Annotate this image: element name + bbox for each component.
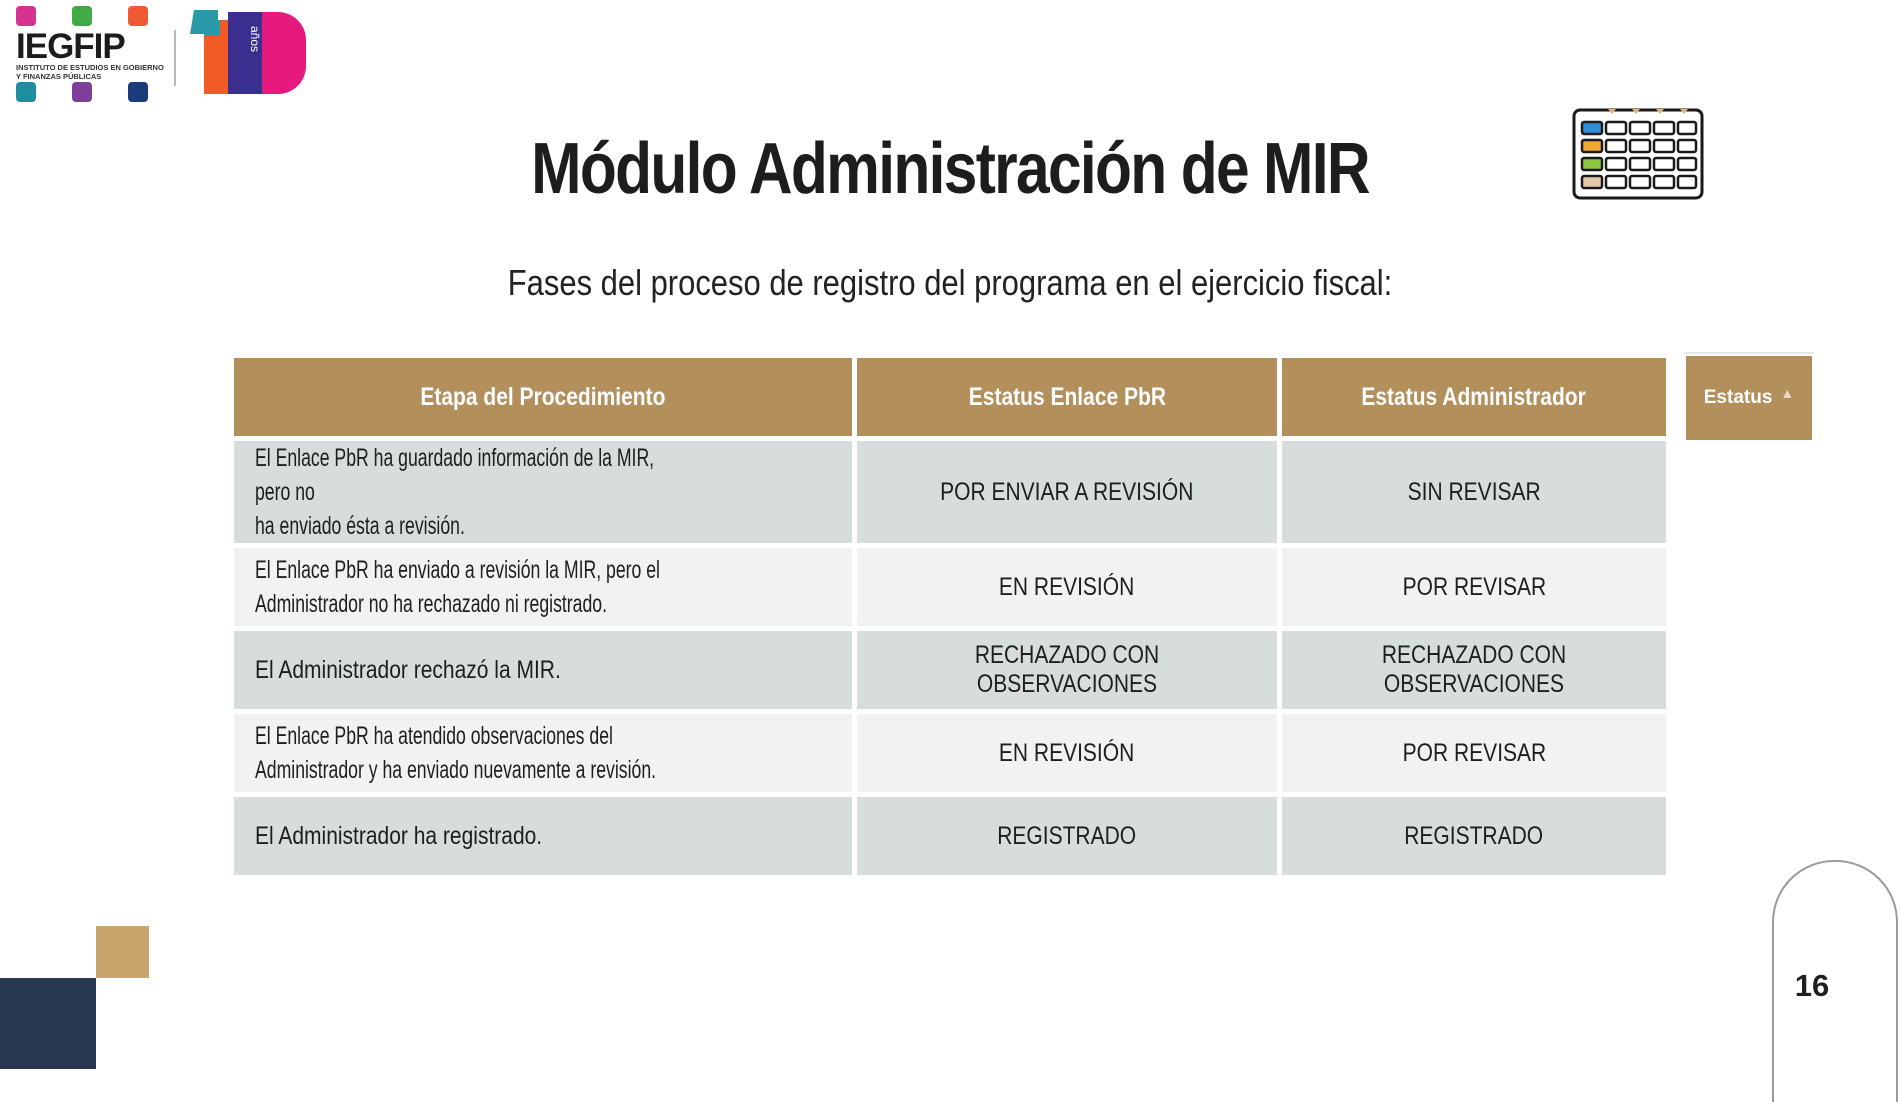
anniversary-badge (178, 10, 308, 94)
enlace-status-cell: EN REVISIÓN (857, 714, 1277, 792)
admin-status-cell: POR REVISAR (1282, 714, 1666, 792)
enlace-status-cell: REGISTRADO (857, 797, 1277, 875)
badge-label: años (248, 26, 262, 53)
admin-status-cell: RECHAZADO CON OBSERVACIONES (1282, 631, 1666, 709)
logo-square (128, 82, 148, 102)
logo-square (72, 82, 92, 102)
page-title: Módulo Administración de MIR (531, 129, 1369, 209)
logo-square (128, 6, 148, 26)
header-etapa: Etapa del Procedimiento (234, 358, 852, 436)
stage-cell: El Enlace PbR ha atendido observaciones del Administrador y ha enviado nuevamente a revisión. (234, 714, 852, 792)
table-row (234, 441, 1666, 543)
sort-ascending-icon: ▲ (1780, 385, 1795, 401)
corner-block-gold (96, 926, 149, 978)
table-row (234, 797, 1666, 875)
sort-label: Estatus (1703, 387, 1773, 408)
page-subtitle: Fases del proceso de registro del programa en el ejercicio fiscal: (507, 262, 1393, 303)
table-header-row (234, 358, 1666, 436)
logo-square (72, 6, 92, 26)
enlace-status-cell: RECHAZADO CON OBSERVACIONES (857, 631, 1277, 709)
logo-square (16, 6, 36, 26)
corner-block-navy (0, 978, 96, 1069)
stage-cell: El Administrador rechazó la MIR. (234, 631, 852, 709)
sort-tab-rule (1684, 352, 1814, 354)
admin-status-cell: POR REVISAR (1282, 548, 1666, 626)
header-estatus-administrador: Estatus Administrador (1282, 358, 1666, 436)
enlace-status-cell: POR ENVIAR A REVISIÓN (857, 441, 1277, 543)
table-row (234, 714, 1666, 792)
admin-status-cell: REGISTRADO (1282, 797, 1666, 875)
stage-cell: El Enlace PbR ha guardado información de la MIR, pero no ha enviado ésta a revisión. (234, 441, 852, 543)
page-number: 16 (1794, 968, 1830, 1003)
table-row (234, 631, 1666, 709)
status-phases-table (229, 353, 1671, 880)
stage-cell: El Administrador ha registrado. (234, 797, 852, 875)
logo-divider (174, 30, 176, 86)
table-row (234, 548, 1666, 626)
estatus-sort-button[interactable] (1686, 356, 1812, 440)
enlace-status-cell: EN REVISIÓN (857, 548, 1277, 626)
stage-cell: El Enlace PbR ha enviado a revisión la MIR, pero el Administrador no ha rechazado ni registrado. (234, 548, 852, 626)
logo-wordmark: IEGFIP (16, 27, 125, 66)
logo-subtitle: INSTITUTO DE ESTUDIOS EN GOBIERNO Y FINANZAS PÚBLICAS (16, 63, 164, 81)
admin-status-cell: SIN REVISAR (1282, 441, 1666, 543)
calendar-grid-icon (1572, 108, 1704, 200)
logo-square (16, 82, 36, 102)
header-estatus-enlace: Estatus Enlace PbR (857, 358, 1277, 436)
